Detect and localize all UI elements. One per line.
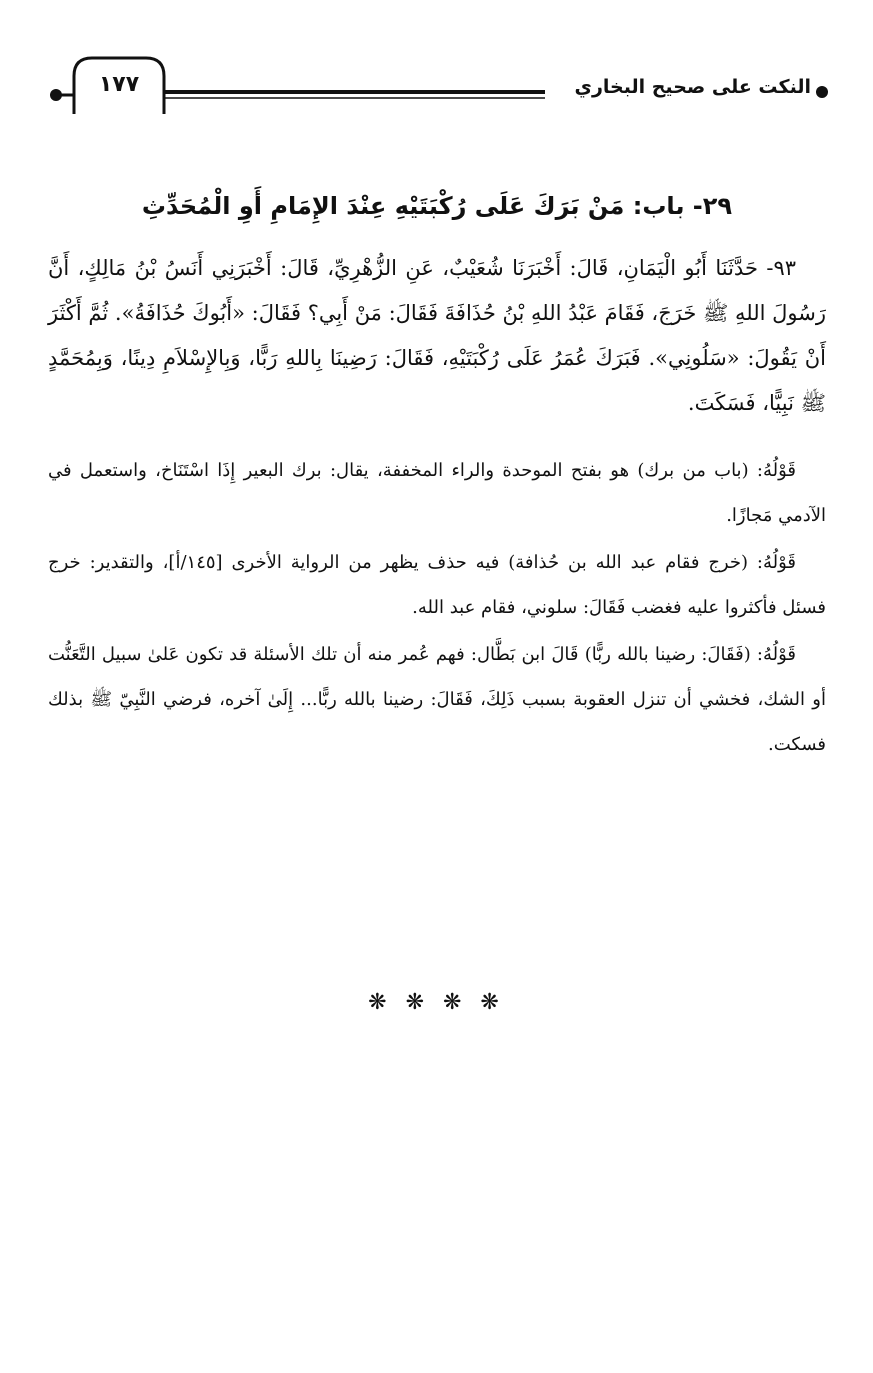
page-content <box>48 180 826 769</box>
page-number: ١٧٧ <box>98 72 140 97</box>
commentary-paragraph-2: قَوْلُهُ: (خرج فقام عبد الله بن حُذافة) فيه حذف يظهر من الرواية الأخرى [١٤٥/أ]، والتقدير: خرج فسئل فأكثروا عليه فغضب فَقَالَ: سلوني، فقام عبد الله. <box>48 552 826 618</box>
hadith-text: ٩٣- حَدَّثَنَا أَبُو الْيَمَانِ، قَالَ: أَخْبَرَنَا شُعَيْبٌ، عَنِ الزُّهْرِيِّ، قَالَ: أَخْبَرَنِي أَنَسُ بْنُ مَالِكٍ، أَنَّ رَسُولَ اللهِ ﷺ خَرَجَ، فَقَامَ عَبْدُ اللهِ بْنُ حُذَافَةَ فَقَالَ: مَنْ أَبِي؟ فَقَالَ: «أَبُوكَ حُذَافَةُ». ثُمَّ أَكْثَرَ أَنْ يَقُولَ: «سَلُونِي». فَبَرَكَ عُمَرُ عَلَى رُكْبَتَيْهِ، فَقَالَ: رَضِينَا بِاللهِ رَبًّا، وَبِالإِسْلاَمِ دِينًا، وَبِمُحَمَّدٍ ﷺ نَبِيًّا، فَسَكَتَ. <box>48 256 826 415</box>
commentary-paragraph-3: قَوْلُهُ: (فَقَالَ: رضينا بالله ربًّا) قَالَ ابن بَطَّال: فهم عُمر منه أن تلك الأسئلة قد تكون عَلىٰ سبيل التَّعَنُّت أو الشك، فخشي أن تنزل العقوبة بسبب ذَلِكَ، فَقَالَ: رضينا بالله ربًّا... إِلَىٰ آخره، فرضي النَّبِيّ ﷺ بذلك فسكت. <box>48 644 826 755</box>
section-end-ornament: ❋ ❋ ❋ ❋ <box>368 990 505 1015</box>
commentary-paragraph-1: قَوْلُهُ: (باب من برك) هو بفتح الموحدة والراء المخففة، يقال: برك البعير إِذَا اسْتَنَاخ، واستعمل في الآدمي مَجازًا. <box>48 460 826 526</box>
header-left-dot <box>50 89 62 101</box>
chapter-heading: ٢٩- باب: مَنْ بَرَكَ عَلَى رُكْبَتَيْهِ عِنْدَ الإِمَامِ أَوِ الْمُحَدِّثِ <box>141 192 733 220</box>
header-right-dot <box>816 86 828 98</box>
page-header <box>0 0 873 130</box>
header-frame <box>0 0 873 130</box>
running-title: النكت على صحيح البخاري <box>574 76 811 98</box>
